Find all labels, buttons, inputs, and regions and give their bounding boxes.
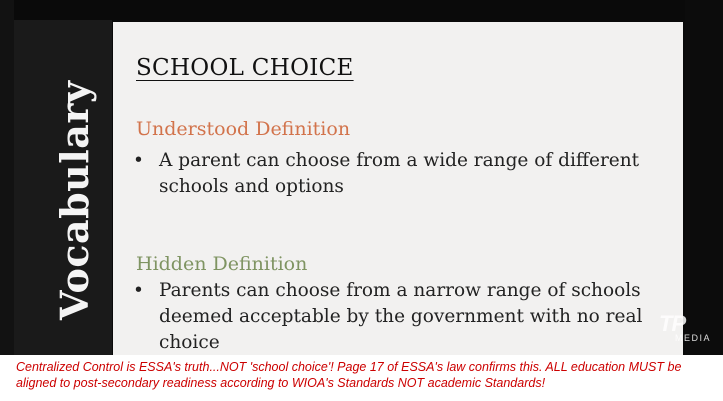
bullet-text: A parent can choose from a wide range of different schools and options xyxy=(159,150,640,197)
media-logo xyxy=(659,311,712,345)
understood-definition-bullet xyxy=(133,148,663,200)
slide-sidebar xyxy=(14,20,112,355)
right-letterbox xyxy=(685,0,723,355)
hidden-definition-bullet xyxy=(133,278,663,355)
left-letterbox xyxy=(0,0,14,355)
bullet-text: Parents can choose from a narrow range of schools deemed acceptable by the government with no real choice xyxy=(159,280,643,353)
sidebar-label: Vocabulary xyxy=(52,80,97,320)
bullet-icon: • xyxy=(133,280,144,301)
slide-title: SCHOOL CHOICE xyxy=(136,55,354,81)
understood-definition-heading: Understood Definition xyxy=(136,118,351,140)
hidden-definition-heading: Hidden Definition xyxy=(136,253,308,275)
logo-sub-text: MEDIA xyxy=(675,333,712,343)
caption-text: Centralized Control is ESSA's truth...NOT 'school choice'! Page 17 of ESSA's law confirms this. ALL education MUST be aligned to post-secondary readiness according to WIOA's Standards NOT academic Standards! xyxy=(16,360,682,390)
bullet-icon: • xyxy=(133,150,144,171)
logo-main-text: TP xyxy=(659,311,686,336)
slide-content xyxy=(113,22,686,355)
